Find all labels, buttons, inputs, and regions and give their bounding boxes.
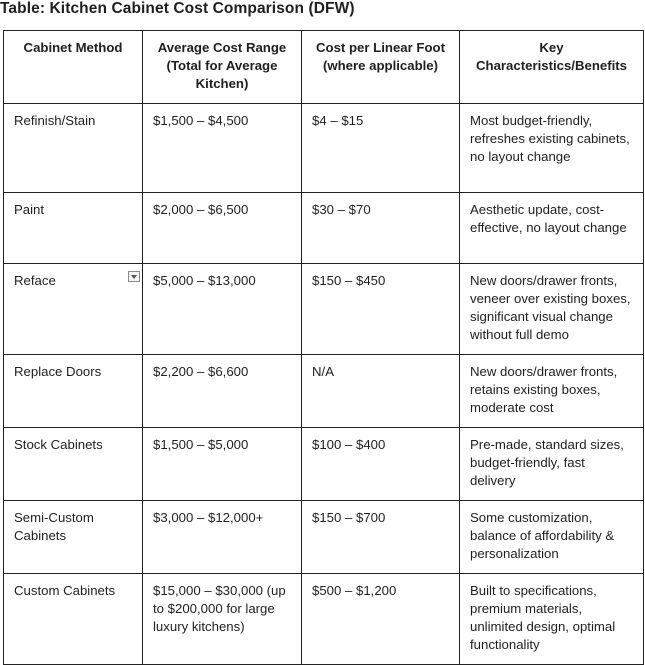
table-row	[4, 428, 644, 501]
cell-average-cost: $15,000 – $30,000 (up to $200,000 for large luxury kitchens)	[143, 574, 302, 665]
table-row	[4, 355, 644, 428]
cell-cost-per-foot: $500 – $1,200	[302, 574, 460, 665]
table-row	[4, 501, 644, 574]
cell-cost-per-foot: $150 – $450	[302, 264, 460, 355]
table-row	[4, 193, 644, 264]
cell-cost-per-foot: $150 – $700	[302, 501, 460, 574]
cell-cost-per-foot: $4 – $15	[302, 104, 460, 193]
cell-average-cost: $2,000 – $6,500	[143, 193, 302, 264]
cell-average-cost: $1,500 – $5,000	[143, 428, 302, 501]
cell-characteristics: New doors/drawer fronts, veneer over existing boxes, significant visual change without full demo	[460, 264, 644, 355]
header-key-characteristics: Key Characteristics/Benefits	[460, 31, 644, 104]
cell-method: Replace Doors	[4, 355, 143, 428]
cell-average-cost: $5,000 – $13,000	[143, 264, 302, 355]
cell-characteristics: Most budget-friendly, refreshes existing cabinets, no layout change	[460, 104, 644, 193]
cell-average-cost: $2,200 – $6,600	[143, 355, 302, 428]
cell-method-text: Reface	[14, 273, 56, 288]
cell-characteristics: New doors/drawer fronts, retains existing boxes, moderate cost	[460, 355, 644, 428]
table-title: Table: Kitchen Cabinet Cost Comparison (DFW)	[0, 0, 355, 17]
header-average-cost-range: Average Cost Range (Total for Average Kitchen)	[143, 31, 302, 104]
table-row	[4, 104, 644, 193]
cell-average-cost: $3,000 – $12,000+	[143, 501, 302, 574]
header-cabinet-method: Cabinet Method	[4, 31, 143, 104]
cell-method	[4, 264, 143, 355]
cell-average-cost: $1,500 – $4,500	[143, 104, 302, 193]
cell-method: Semi-Custom Cabinets	[4, 501, 143, 574]
chevron-down-icon[interactable]	[128, 271, 140, 282]
cell-characteristics: Pre-made, standard sizes, budget-friendly, fast delivery	[460, 428, 644, 501]
table-row	[4, 264, 644, 355]
cell-cost-per-foot: $30 – $70	[302, 193, 460, 264]
cell-cost-per-foot: N/A	[302, 355, 460, 428]
cost-comparison-table	[3, 30, 644, 665]
cell-cost-per-foot: $100 – $400	[302, 428, 460, 501]
cell-characteristics: Built to specifications, premium materials, unlimited design, optimal functionality	[460, 574, 644, 665]
table-row	[4, 574, 644, 665]
cell-method: Refinish/Stain	[4, 104, 143, 193]
cell-characteristics: Aesthetic update, cost-effective, no layout change	[460, 193, 644, 264]
table-header-row	[4, 31, 644, 104]
cell-method: Custom Cabinets	[4, 574, 143, 665]
cell-characteristics: Some customization, balance of affordability & personalization	[460, 501, 644, 574]
header-cost-per-linear-foot: Cost per Linear Foot (where applicable)	[302, 31, 460, 104]
cell-method: Stock Cabinets	[4, 428, 143, 501]
cell-method: Paint	[4, 193, 143, 264]
